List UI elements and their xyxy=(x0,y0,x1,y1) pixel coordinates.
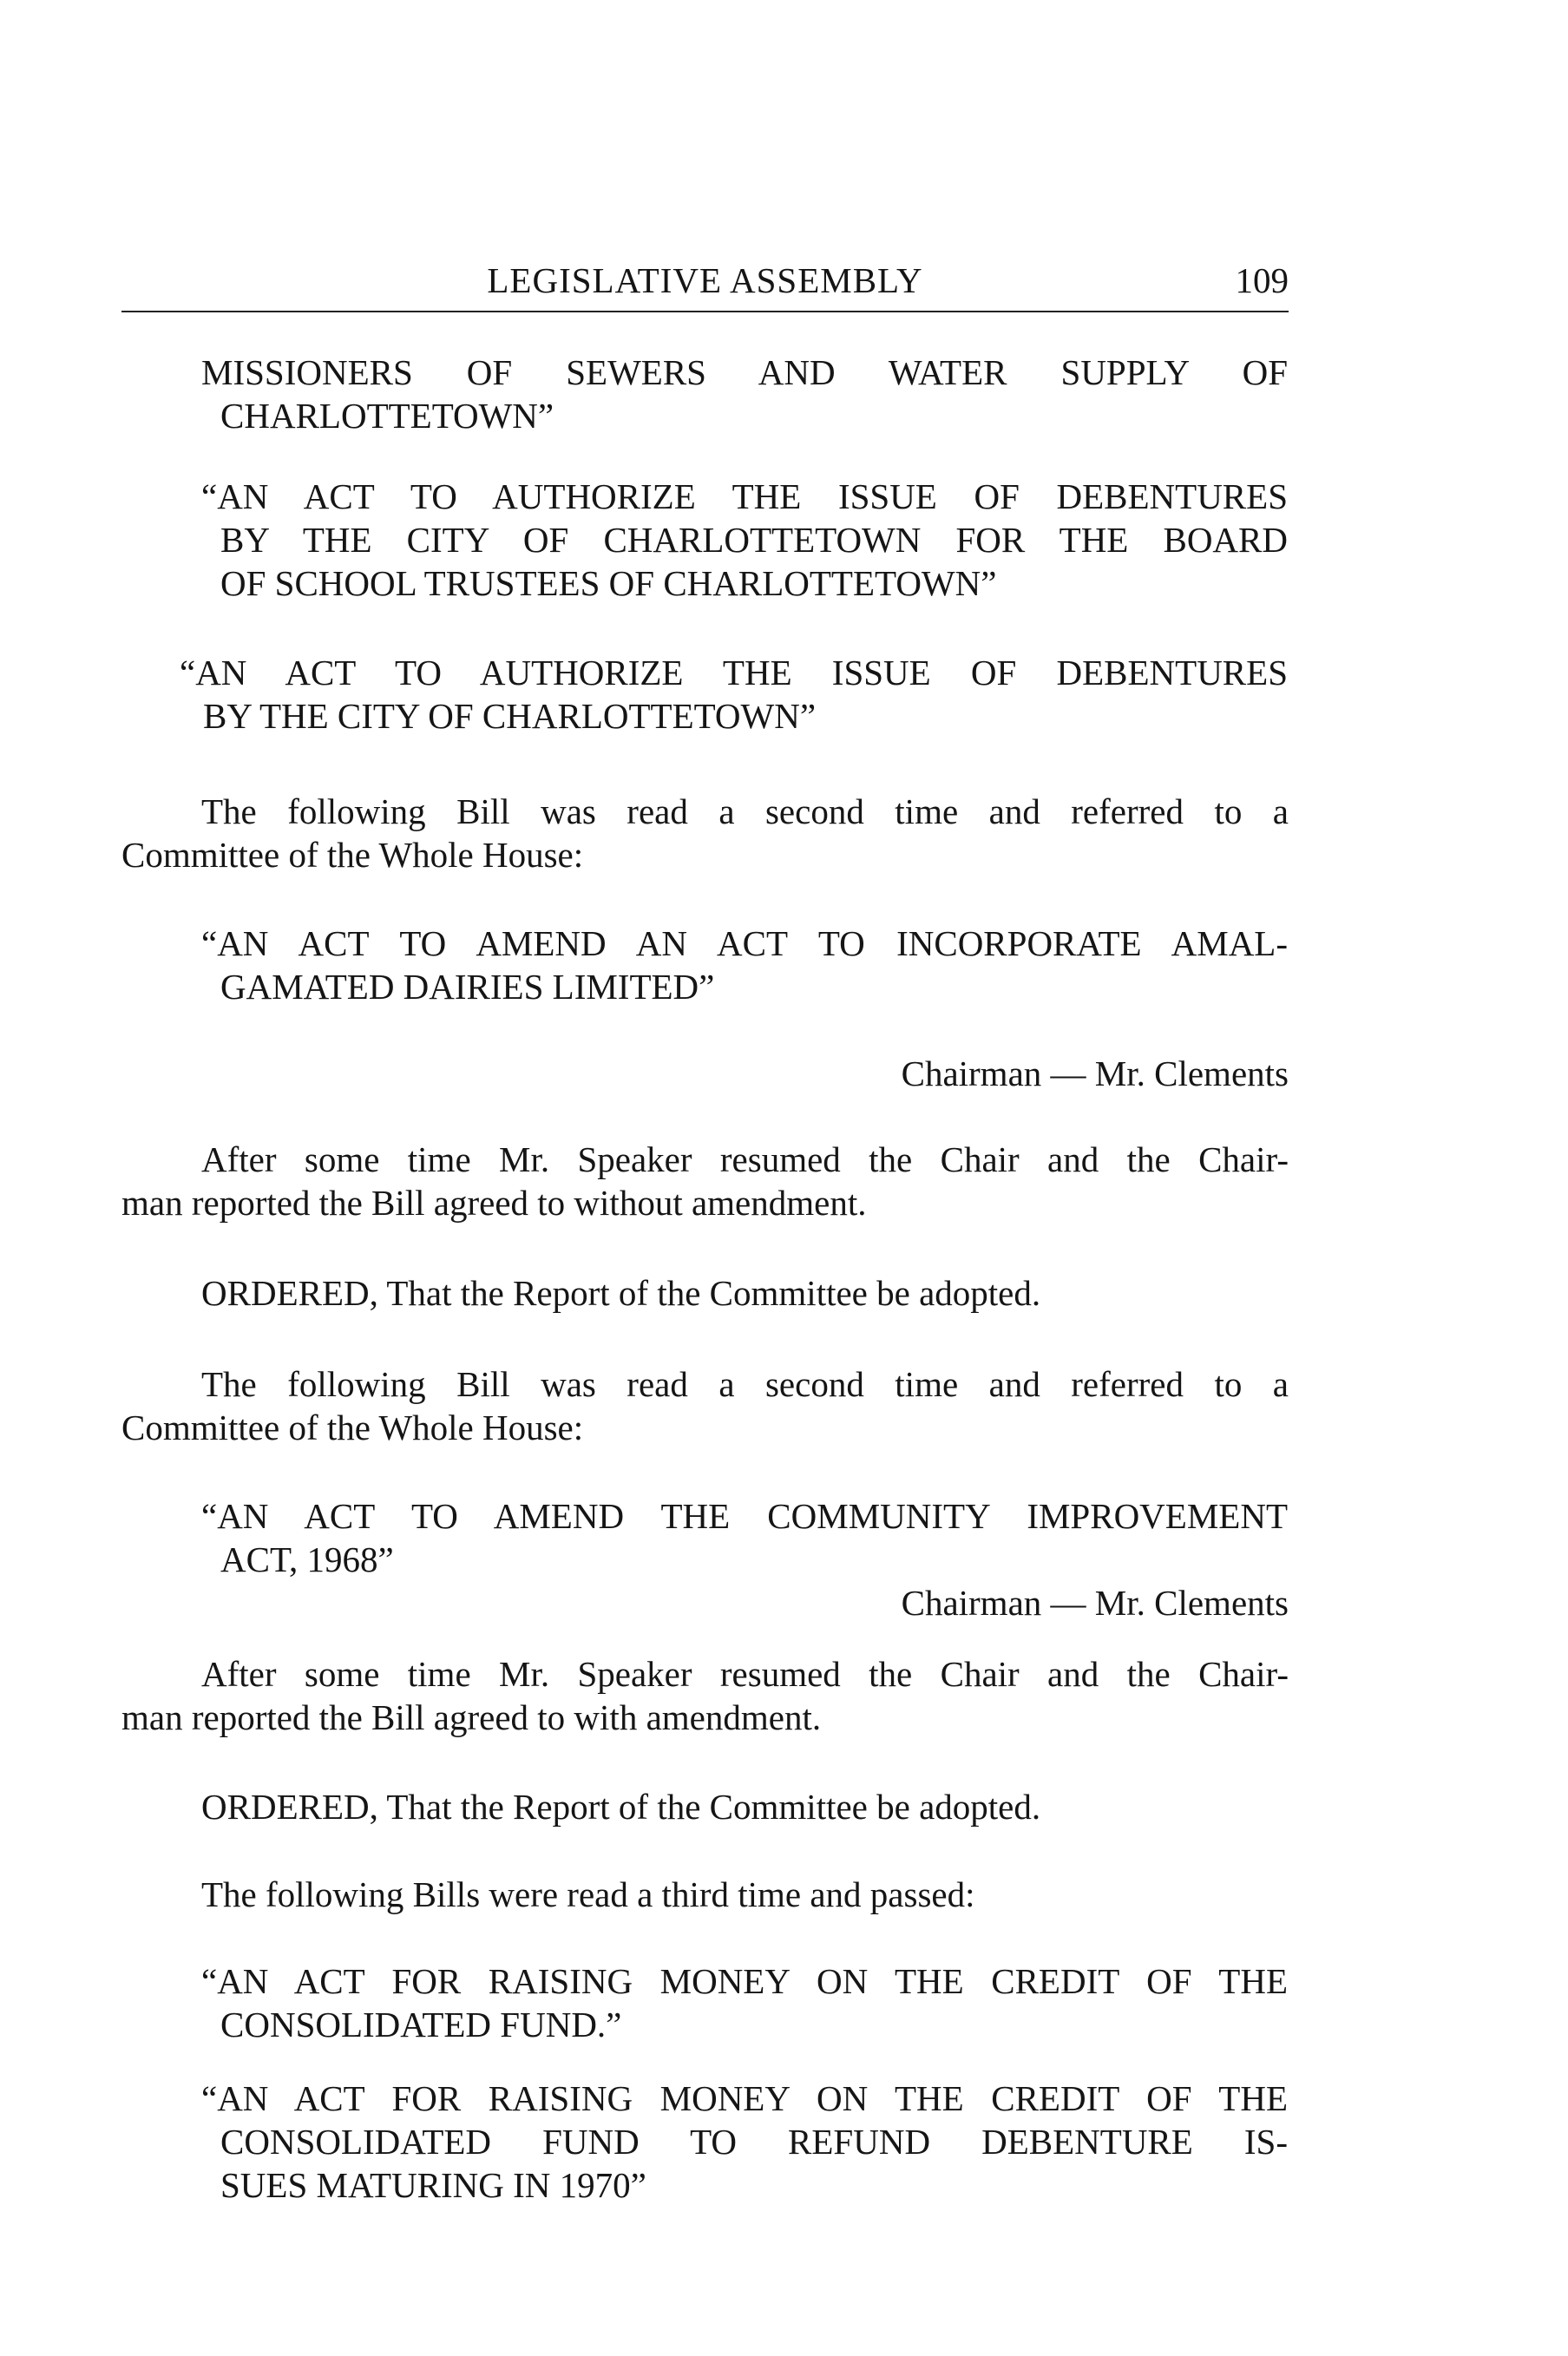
text-line: “AN ACT TO AMEND THE COMMUNITY IMPROVEMENT xyxy=(201,1496,1288,1536)
paragraph-third-reading xyxy=(201,1873,1289,1916)
running-title: LEGISLATIVE ASSEMBLY xyxy=(487,260,923,300)
text-line: CONSOLIDATED FUND TO REFUND DEBENTURE IS- xyxy=(220,2122,1288,2162)
text-line: “AN ACT TO AUTHORIZE THE ISSUE OF DEBENTURES xyxy=(201,476,1288,516)
text-line: ORDERED, That the Report of the Committee be adopted. xyxy=(201,1273,1041,1313)
text-line: The following Bill was read a second time and referred to a xyxy=(201,791,1289,831)
bill-title-sewers xyxy=(201,351,1288,437)
paragraph-ordered xyxy=(201,1785,1289,1828)
text-line: ACT, 1968” xyxy=(220,1539,394,1579)
text-line: Committee of the Whole House: xyxy=(121,835,584,875)
text-line: After some time Mr. Speaker resumed the Chair and the Chair- xyxy=(201,1139,1289,1179)
text-line: “AN ACT FOR RAISING MONEY ON THE CREDIT OF THE xyxy=(201,1961,1288,2001)
text-line: Chairman — Mr. Clements xyxy=(901,1583,1289,1623)
paragraph-committee-report xyxy=(121,1138,1289,1224)
text-line: BY THE CITY OF CHARLOTTETOWN FOR THE BOARD xyxy=(220,520,1288,560)
bill-title-dairies xyxy=(201,922,1288,1008)
text-line: OF SCHOOL TRUSTEES OF CHARLOTTETOWN” xyxy=(220,563,997,603)
text-line: MISSIONERS OF SEWERS AND WATER SUPPLY OF xyxy=(201,352,1288,392)
text-line: CHARLOTTETOWN” xyxy=(220,396,554,436)
text-line: Committee of the Whole House: xyxy=(121,1408,584,1447)
text-line: Chairman — Mr. Clements xyxy=(901,1053,1289,1093)
paragraph-second-reading xyxy=(121,1362,1289,1449)
text-line: “AN ACT FOR RAISING MONEY ON THE CREDIT OF THE xyxy=(201,2078,1288,2118)
bill-title-city-debentures xyxy=(180,651,1288,738)
text-line: The following Bills were read a third time and passed: xyxy=(201,1874,975,1914)
text-line: BY THE CITY OF CHARLOTTETOWN” xyxy=(203,696,817,736)
paragraph-ordered xyxy=(201,1271,1289,1315)
text-line: man reported the Bill agreed to without amendment. xyxy=(121,1183,867,1223)
chairman-line xyxy=(121,1052,1289,1095)
text-line: GAMATED DAIRIES LIMITED” xyxy=(220,967,715,1007)
chairman-line xyxy=(121,1581,1289,1624)
text-line: man reported the Bill agreed to with amendment. xyxy=(121,1697,822,1737)
text-line: “AN ACT TO AUTHORIZE THE ISSUE OF DEBENTURES xyxy=(180,653,1288,692)
text-line: After some time Mr. Speaker resumed the Chair and the Chair- xyxy=(201,1654,1289,1694)
header-rule xyxy=(121,311,1289,312)
text-line: SUES MATURING IN 1970” xyxy=(220,2165,646,2205)
bill-title-consolidated-fund xyxy=(201,1959,1288,2046)
text-line: CONSOLIDATED FUND.” xyxy=(220,2005,622,2044)
text-line: ORDERED, That the Report of the Committee be adopted. xyxy=(201,1787,1041,1827)
page-number: 109 xyxy=(1235,260,1289,300)
bill-title-community-improvement xyxy=(201,1494,1288,1581)
bill-title-refund-debentures xyxy=(201,2077,1288,2207)
paragraph-committee-report xyxy=(121,1652,1289,1739)
bill-title-school-debentures xyxy=(201,475,1288,605)
page-header xyxy=(121,259,1289,311)
paragraph-second-reading xyxy=(121,790,1289,876)
text-line: The following Bill was read a second time and referred to a xyxy=(201,1364,1289,1404)
text-line: “AN ACT TO AMEND AN ACT TO INCORPORATE AMAL- xyxy=(201,923,1288,963)
